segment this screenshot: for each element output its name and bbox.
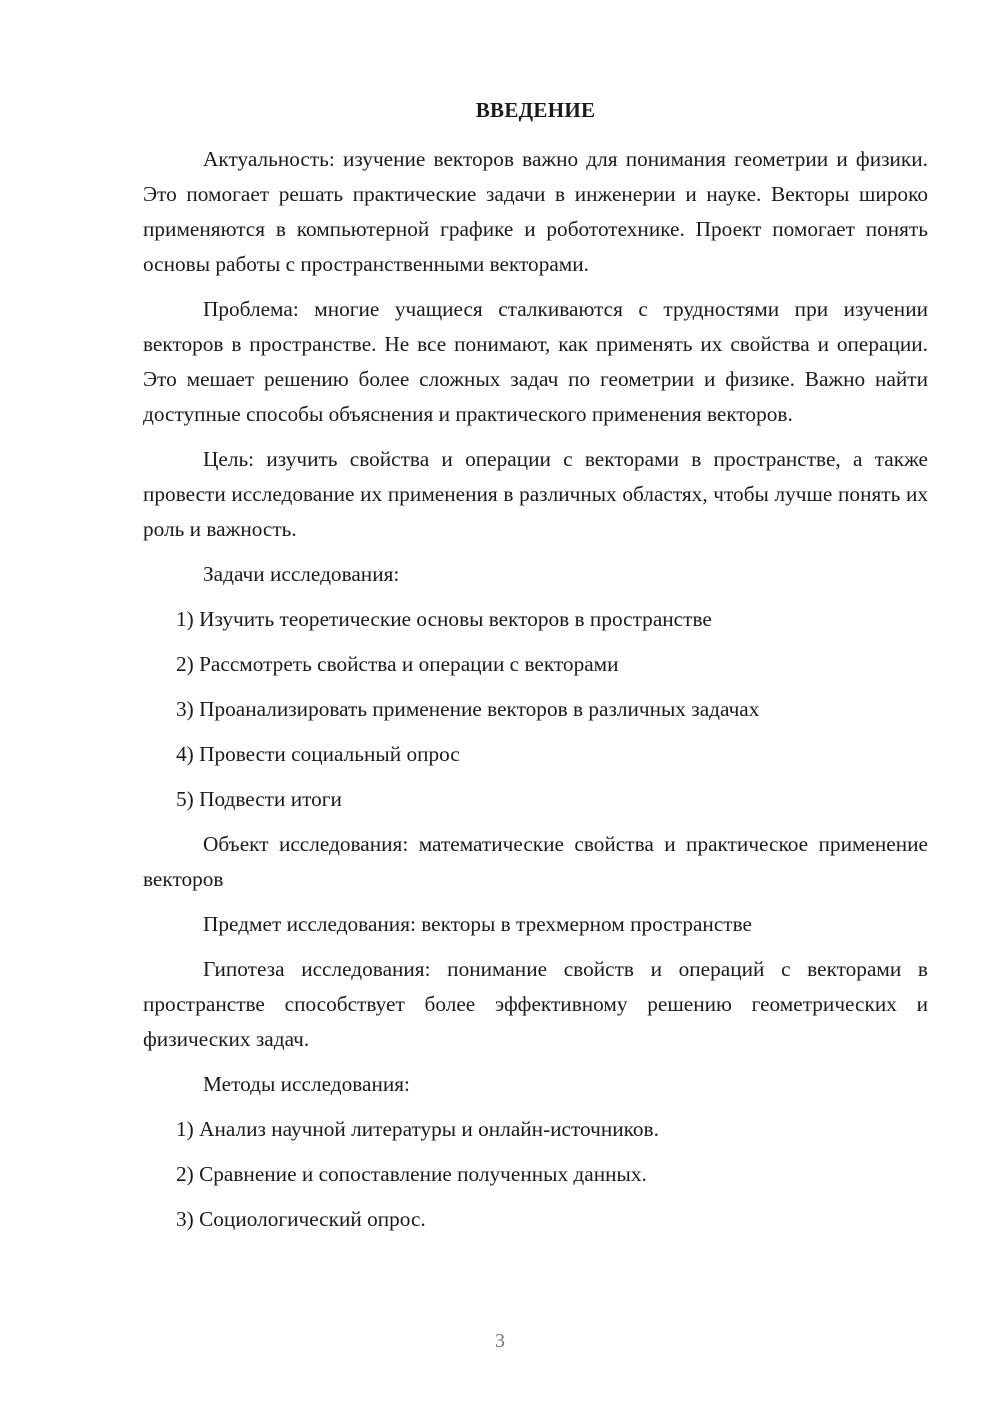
methods-list — [143, 1112, 928, 1237]
subject-paragraph: Предмет исследования: векторы в трехмерном пространстве — [203, 912, 752, 936]
goal-paragraph: Цель: изучить свойства и операции с векторами в пространстве, а также провести исследование их применения в различных областях, чтобы лучше понять их роль и важность. — [143, 447, 928, 541]
list-item: 5) Подвести итоги — [176, 787, 342, 811]
hypothesis-paragraph: Гипотеза исследования: понимание свойств и операций с векторами в пространстве способствует более эффективному решению геометрических и физических задач. — [143, 957, 928, 1051]
object-paragraph: Объект исследования: математические свойства и практическое применение векторов — [143, 832, 928, 891]
list-item: 4) Провести социальный опрос — [176, 742, 460, 766]
page-number: 3 — [495, 1330, 505, 1352]
document-page — [143, 94, 928, 1247]
list-item: 2) Сравнение и сопоставление полученных данных. — [176, 1162, 647, 1186]
page-title: ВВЕДЕНИЕ — [475, 98, 596, 122]
tasks-list — [143, 602, 928, 817]
problem-paragraph: Проблема: многие учащиеся сталкиваются с трудностями при изучении векторов в пространстве. Не все понимают, как применять их свойства и операции. Это мешает решению более сложных задач по геометрии и физике. Важно найти доступные способы объяснения и практического применения векторов. — [143, 297, 928, 426]
relevance-paragraph: Актуальность: изучение векторов важно для понимания геометрии и физики. Это помогает решать практические задачи в инженерии и науке. Векторы широко применяются в компьютерной графике и робототехнике. Проект помогает понять основы работы с пространственными векторами. — [143, 147, 928, 276]
list-item: 1) Изучить теоретические основы векторов в пространстве — [176, 607, 712, 631]
list-item: 3) Проанализировать применение векторов в различных задачах — [176, 697, 760, 721]
list-item: 2) Рассмотреть свойства и операции с векторами — [176, 652, 619, 676]
methods-label: Методы исследования: — [203, 1072, 410, 1096]
tasks-label: Задачи исследования: — [203, 562, 400, 586]
list-item: 3) Социологический опрос. — [176, 1207, 426, 1231]
list-item: 1) Анализ научной литературы и онлайн-источников. — [176, 1117, 659, 1141]
